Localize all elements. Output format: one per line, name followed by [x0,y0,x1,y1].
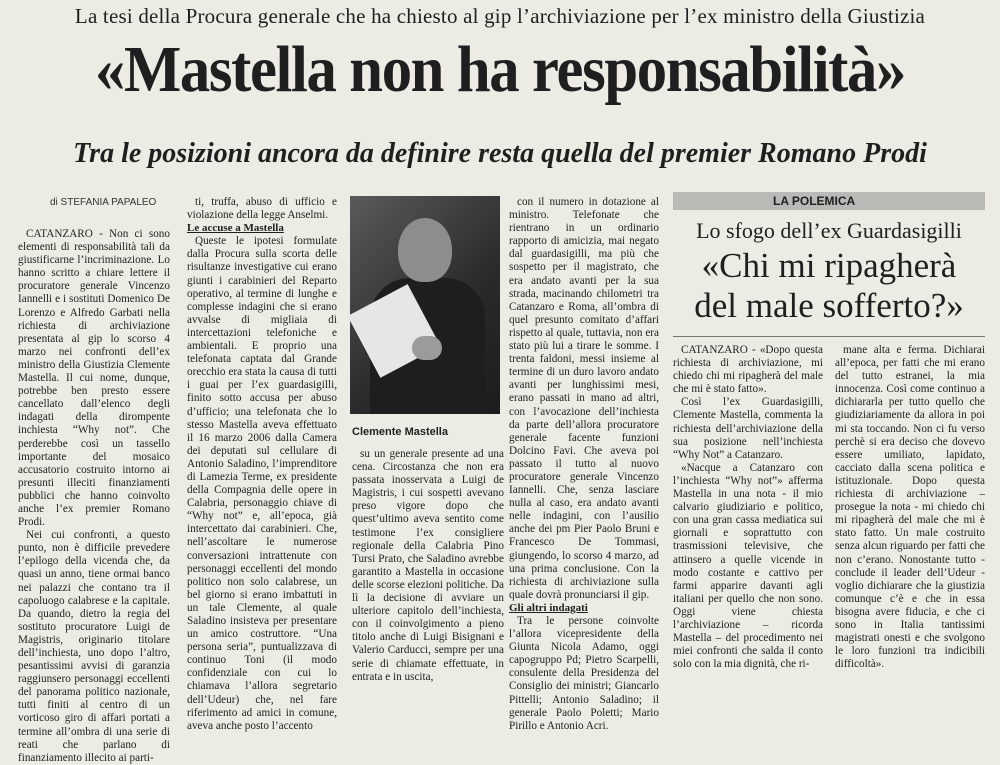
paragraph: «Nacque a Catanzaro con l’inchiesta “Why not”» afferma Mastella in una nota - il mio calvario giudiziario e politico, con una gran cassa mediatica sui giornali e soprattutto con trasmissioni televisive, che attinsero a quelle vicende in modo costante e cattivo per farmi apparire davanti agli italiani per quello che non sono. Oggi viene chiesta l’archiviazione – ricorda Mastella – del procedimento nei miei confronti che salda il conto solo con la mia dignità, che ri- [673,461,823,671]
sidebar-kicker: Lo sfogo dell’ex Guardasigilli [696,218,962,243]
article-column-3 [352,448,504,688]
paragraph: su un generale presente ad una cena. Circostanza che non era passata inosservata a Luigi de Magistris, i cui sospetti avevano preso vigore dopo che quest’ultimo aveva sentito come testimone l’ex consigliere regionale della Calabria Pino Tursi Prato, che Saladino avrebbe garantito a Mastella in occasione delle scorse elezioni politiche. Da lì la decisione di avviare un ulteriore capitolo dell’inchiesta, con il coinvolgimento a pieno titolo anche di Luigi Bisignani e Valerio Carducci, sempre per una serie di chiamate effettuate, in entrata e in uscita, [352,448,504,683]
article-headline: «Mastella non ha responsabilità» [94,33,905,106]
article-column-2 [187,196,337,732]
polemica-sidebar [673,192,985,688]
paragraph: Nei cui confronti, a questo punto, non è difficile prevedere l’epilogo della vicenda che, da quasi un anno, tiene ormai banco nei palazzi che contano tra il capoluogo calabrese e la capitale. Da quando, dietro la regia del sostituto procuratore Luigi de Magistris, originario titolare dell’inchiesta, uno dopo l’altro, pesantissimi avvisi di garanzia raggiunsero personaggi eccellenti del panorama politico nazionale, tutti finiti al centro di un vorticoso giro di affari portati a termine all’ombra di una serie di reati che parlano di finanziamento illecito ai parti- [18,529,170,764]
sidebar-column-2 [835,344,985,688]
article-byline: di STEFANIA PAPALEO [50,197,157,208]
paragraph: con il numero in dotazione al ministro. Telefonate che rientrano in un ordinario rapporto di amicizia, mai negato dal guardasigilli, ma più che sospetto per il magistrato, che era andato avanti per la sua strada, macinando chilometri tra Catanzaro e Roma, all’ombra di quel presunto comitato d’affari rispetto al quale, tuttavia, non era stato più lui a tirare le somme. I trenta faldoni, messi insieme al termine di un duro lavoro andato avanti per lunghissimi mesi, erano passati in mano ad altri, con l’avocazione dell’inchiesta da parte dell’allora procuratore generale facente funzioni Dolcino Favi. Che aveva poi passato il tutto al nuovo procuratore generale Vincenzo Iannelli. Che, senza lasciare nulla al caso, era andato avanti nelle indagini, con l’ausilio anche dei pm Pier Paolo Bruni e Francesco De Tommasi, giungendo, lo scorso 4 marzo, ad una prima conclusione. Con la richiesta di archiviazione sulla quale dovrà pronunciarsi il gip. [509,196,659,601]
paragraph: Queste le ipotesi formulate dalla Procura sulla scorta delle risultanze investigative cui erano giunti i carabinieri del Reparto operativo, al termine di lunghe e complesse indagini che si erano avvalse di migliaia di intercettazioni telefoniche e ambientali. E proprio una telefonata captata dal Grande orecchio era stata la causa di tutti i guai per l’ex guardasigilli, finito sotto accusa per abuso d’ufficio; una telefonata che lo stesso Mastella aveva effettuato il 16 marzo 2006 dalla Camera dei deputati sul cellulare di Antonio Saladino, l’imprenditore di Lamezia Terme, ex presidente della Compagnia delle opere in Calabria, personaggio chiave di “Why not” e, all’epoca, già intercettato dai carabinieri. Che, nell’ascoltare le numerose conversazioni intrattenute con personaggi eccellenti del mondo politico non solo calabrese, un bel giorno si erano imbattuti in un tale Clemente, al quale Saladino insisteva per presentare un amico costruttore. “Una persona seria”, puntualizzava di continuo Toni (il modo confidenziale con cui lo chiamava l’allora segretario dell’Udeur) che, nel fare riferimento ad amici in comune, aveva anche posto l’accento [187,235,337,732]
article-column-4 [509,196,659,732]
paragraph: Tra le persone coinvolte l’allora vicepresidente della Giunta Nicola Adamo, oggi capogruppo Pd; Pietro Scarpelli, consulente della Presidenza del Consiglio dei ministri; Giancarlo Pittelli; Antonio Saladino; il generale Paolo Poletti; Mario Pirillo e Antonio Acri. [509,615,659,732]
photo-caption: Clemente Mastella [352,426,448,438]
sidebar-column-1 [673,344,823,688]
paragraph: ti, truffa, abuso di ufficio e violazione della legge Anselmi. [187,196,337,222]
sidebar-divider [673,336,985,337]
section-subtitle: Le accuse a Mastella [187,222,284,235]
article-kicker: La tesi della Procura generale che ha chiesto al gip l’archiviazione per l’ex ministro della Giustizia [74,4,926,28]
paragraph: Così l’ex Guardasigilli, Clemente Mastella, commenta la richiesta dell’archiviazione della sua posizione nell’inchiesta “Why Not” a Catanzaro. [673,396,823,461]
article-column-1 [18,228,170,764]
sidebar-title-line: del male sofferto?» [694,286,964,325]
sidebar-title-line: «Chi mi ripagherà [701,246,957,285]
sidebar-title [673,246,985,326]
paragraph: CATANZARO - «Dopo questa richiesta di archiviazione, mi chiedo chi mi ripagherà del male che mi è stato fatto». [673,344,823,396]
article-subhead: Tra le posizioni ancora da definire resta quella del premier Romano Prodi [73,138,927,169]
sidebar-label: LA POLEMICA [773,194,856,208]
paragraph: CATANZARO - Non ci sono elementi di responsabilità tali da giustificarne l’incriminazione. Lo hanno scritto a chiare lettere il procuratore generale Vincenzo Iannelli e i sostituti Domenico De Lorenzo e Alfredo Garbati nella richiesta di archiviazione presentata al gip lo scorso 4 marzo nei confronti dell’ex ministro della Giustizia Clemente Mastella. Il cui nome, dunque, potrebbe ben presto essere cancellato dall’elenco degli indagati della dirompente inchiesta “Why not”. Che perderebbe così un tassello importante del mosaico accusatorio costruito intorno ai presunti illeciti finanziamenti pubblici che hanno coinvolto anche l’ex premier Romano Prodi. [18,228,170,529]
section-subtitle: Gli altri indagati [509,601,588,614]
paragraph: mane alta e ferma. Dichiarai all’epoca, per fatti che mi erano del tutto estranei, la mia innocenza. Così come continuo a dichiararla per tutto quello che giudiziariamente da allora in poi mi sta toccando. Non ci fu verso perchè si era deciso che dovevo essere umiliato, lapidato, cacciato dalla scena politica e istituzionale. Dopo questa richiesta di archiviazione – prosegue la nota - mi chiedo chi mi ripagherà del male che mi è stato fatto. Un male costruito senza alcun riguardo per fatti che non c’erano. Nonostante tutto - conclude il leader dell’Udeur - voglio dichiarare che la giustizia comunque c’è e che in essa bisogna avere fiducia, e che ci sono in Italia tantissimi magistrati onesti e che svolgono le loro funzioni tra indicibili difficoltà». [835,344,985,671]
portrait-photo [350,196,500,414]
